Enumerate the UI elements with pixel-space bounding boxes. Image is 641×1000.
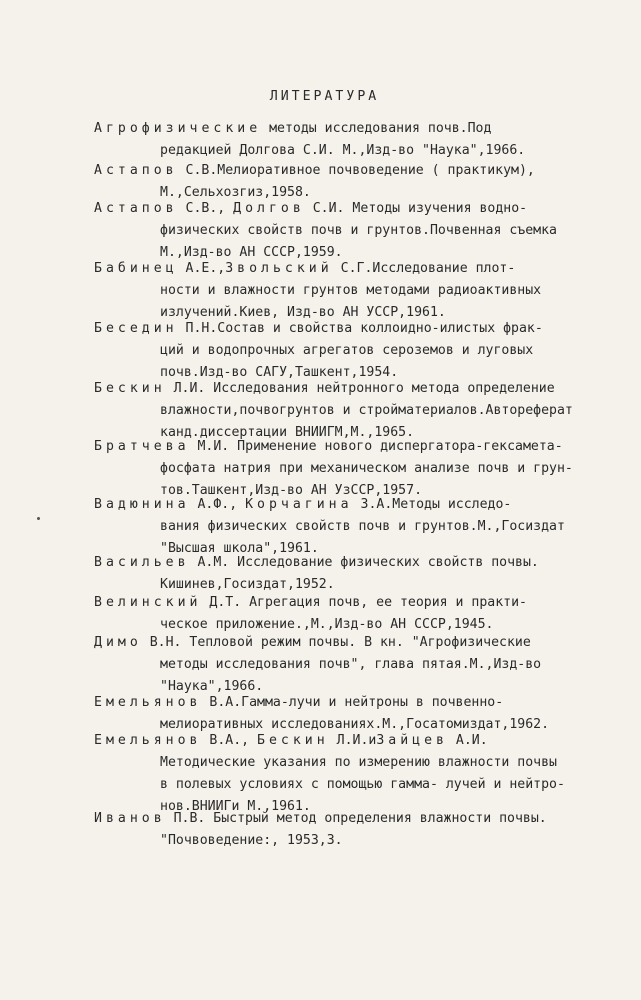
reference-entry bbox=[94, 632, 614, 698]
reference-continuation-line: почв.Изд-во САГУ,Ташкент,1954. bbox=[160, 365, 399, 380]
reference-continuation-line: ческое приложение.,М.,Изд-во АН СССР,1945. bbox=[160, 617, 494, 632]
reference-author: Бабинец bbox=[94, 261, 178, 276]
reference-author: Емельянов bbox=[94, 733, 202, 748]
reference-text: С.И. Методы изучения водно- bbox=[304, 201, 528, 216]
reference-text: П.В. Быстрый метод определения влажности почвы. bbox=[165, 811, 547, 826]
reference-text: З.А.Методы исследо- bbox=[352, 497, 512, 512]
reference-first-line bbox=[94, 436, 614, 458]
reference-continuation-line: мелиоративных исследованиях.М.,Госатомиздат,1962. bbox=[160, 717, 550, 732]
reference-continuation-line: М.,Сельхозгиз,1958. bbox=[160, 185, 311, 200]
reference-first-line bbox=[94, 160, 614, 182]
reference-author: Астапов bbox=[94, 163, 178, 178]
reference-first-line bbox=[94, 632, 614, 654]
reference-text: Л.И.и bbox=[328, 733, 377, 748]
reference-entry bbox=[94, 258, 614, 324]
reference-author: Беседин bbox=[94, 321, 178, 336]
reference-continuation-line: редакцией Долгова С.И. М.,Изд-во "Наука",1966. bbox=[160, 143, 526, 158]
reference-first-line bbox=[94, 118, 614, 140]
reference-continuation-line: методы исследования почв", глава пятая.М.,Изд-во bbox=[160, 657, 542, 672]
reference-author: Емельянов bbox=[94, 695, 202, 710]
reference-text: М.И. Применение нового диспергатора-гексамета- bbox=[189, 439, 563, 454]
reference-text: С.Г.Исследование плот- bbox=[332, 261, 516, 276]
reference-author: Братчева bbox=[94, 439, 190, 454]
reference-text: А.М. Исследование физических свойств почвы. bbox=[189, 555, 539, 570]
reference-continuation-line: ности и влажности грунтов методами радиоактивных bbox=[160, 283, 542, 298]
reference-author: Корчагина bbox=[245, 497, 353, 512]
reference-text: Л.И. Исследования нейтронного метода определение bbox=[165, 381, 555, 396]
reference-continuation-line: Кишинев,Госиздат,1952. bbox=[160, 577, 335, 592]
reference-first-line bbox=[94, 378, 614, 400]
page-speck bbox=[37, 517, 40, 520]
reference-continuation-line: ций и водопрочных агрегатов сероземов и луговых bbox=[160, 343, 534, 358]
reference-continuation-line: физических свойств почв и грунтов.Почвенная съемка bbox=[160, 223, 557, 238]
reference-first-line bbox=[94, 198, 614, 220]
reference-entry bbox=[94, 592, 614, 636]
reference-author: Васильев bbox=[94, 555, 190, 570]
reference-entry bbox=[94, 318, 614, 384]
reference-continuation-line: вания физических свойств почв и грунтов.М.,Госиздат bbox=[160, 519, 565, 534]
reference-text: А.Е., bbox=[177, 261, 226, 276]
reference-author: Иванов bbox=[94, 811, 166, 826]
reference-continuation-line: М.,Изд-во АН СССР,1959. bbox=[160, 245, 343, 260]
page-title: ЛИТЕРАТУРА bbox=[269, 89, 380, 104]
reference-continuation-line: "Наука",1966. bbox=[160, 679, 264, 694]
reference-first-line bbox=[94, 494, 614, 516]
reference-text: А.Ф., bbox=[189, 497, 246, 512]
reference-continuation-line: в полевых условиях с помощью гамма- лучей и нейтро- bbox=[160, 777, 565, 792]
reference-continuation-line: влажности,почвогрунтов и стройматериалов.Автореферат bbox=[160, 403, 573, 418]
reference-entry bbox=[94, 494, 614, 560]
reference-continuation-line: фосфата натрия при механическом анализе почв и грун- bbox=[160, 461, 573, 476]
reference-author: Астапов bbox=[94, 201, 178, 216]
reference-entry bbox=[94, 808, 614, 852]
reference-text: В.Н. Тепловой режим почвы. В кн. "Агрофизические bbox=[141, 635, 531, 650]
reference-continuation-line: "Почвоведение:, 1953,3. bbox=[160, 833, 343, 848]
reference-first-line bbox=[94, 552, 614, 574]
reference-entry bbox=[94, 436, 614, 502]
reference-continuation-line: нов.ВНИИГи М.,1961. bbox=[160, 799, 311, 814]
reference-first-line bbox=[94, 258, 614, 280]
reference-author: Вадюнина bbox=[94, 497, 190, 512]
reference-text: В.А.Гамма-лучи и нейтроны в почвенно- bbox=[201, 695, 504, 710]
reference-author: Бескин bbox=[257, 733, 329, 748]
reference-entry bbox=[94, 552, 614, 596]
reference-author: Велинский bbox=[94, 595, 202, 610]
reference-entry bbox=[94, 198, 614, 264]
reference-first-line bbox=[94, 692, 614, 714]
reference-continuation-line: тов.Ташкент,Изд-во АН УзССР,1957. bbox=[160, 483, 423, 498]
reference-entry bbox=[94, 730, 614, 818]
reference-entry bbox=[94, 378, 614, 444]
reference-continuation-line: излучений.Киев, Изд-во АН УССР,1961. bbox=[160, 305, 446, 320]
reference-author: Долгов bbox=[233, 201, 305, 216]
reference-text: методы исследования почв.Под bbox=[261, 121, 492, 136]
reference-text: Д.Т. Агрегация почв, ее теория и практи- bbox=[201, 595, 527, 610]
reference-text: С.В., bbox=[177, 201, 234, 216]
reference-first-line bbox=[94, 318, 614, 340]
reference-first-line bbox=[94, 592, 614, 614]
reference-first-line bbox=[94, 808, 614, 830]
reference-author: Димо bbox=[94, 635, 142, 650]
reference-text: С.В.Мелиоративное почвоведение ( практикум), bbox=[177, 163, 535, 178]
reference-author: Звольский bbox=[225, 261, 333, 276]
reference-author: Агрофизические bbox=[94, 121, 262, 136]
reference-entry bbox=[94, 118, 614, 162]
reference-text: В.А., bbox=[201, 733, 258, 748]
reference-continuation-line: "Высшая школа",1961. bbox=[160, 541, 319, 556]
reference-continuation-line: Методические указания по измерению влажности почвы bbox=[160, 755, 557, 770]
reference-text: П.Н.Состав и свойства коллоидно-илистых фрак- bbox=[177, 321, 543, 336]
reference-author: Бескин bbox=[94, 381, 166, 396]
reference-text: А.И. bbox=[447, 733, 488, 748]
reference-author: Зайцев bbox=[376, 733, 448, 748]
reference-continuation-line: канд.диссертации ВНИИГМ,М.,1965. bbox=[160, 425, 415, 440]
reference-first-line bbox=[94, 730, 614, 752]
